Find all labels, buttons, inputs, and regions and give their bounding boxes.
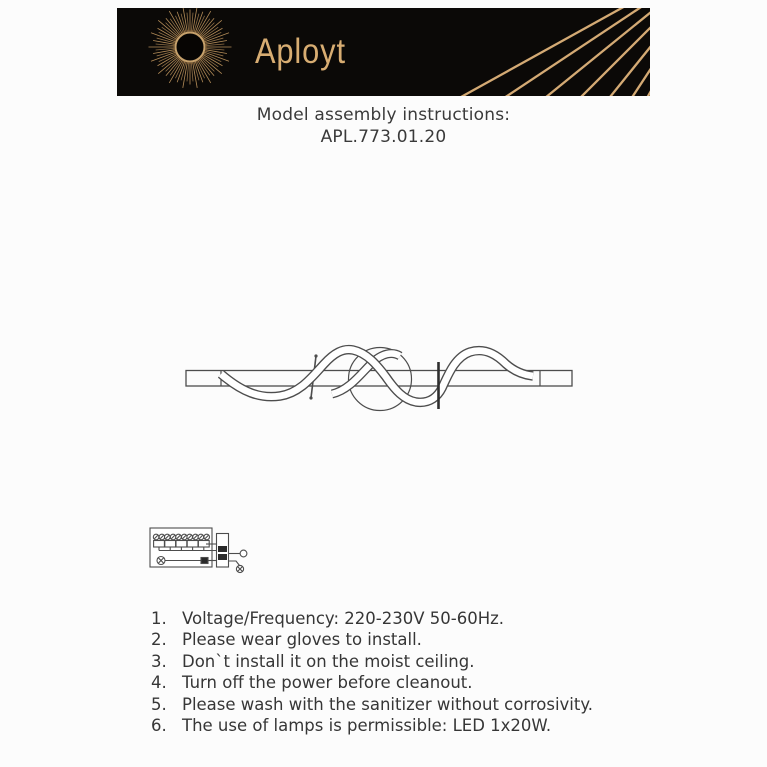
item-text: The use of lamps is permissible: LED 1x20W. xyxy=(182,716,552,736)
item-number: 3. xyxy=(151,651,167,671)
model-number: APL.773.01.20 xyxy=(320,127,447,147)
brand-name: Aployt xyxy=(255,32,346,71)
list-item xyxy=(151,608,671,629)
brand-banner xyxy=(117,8,650,96)
ceiling-lamp-diagram-icon xyxy=(150,332,610,437)
diagonal-rays-icon xyxy=(400,8,650,96)
item-number: 6. xyxy=(151,716,167,736)
list-item xyxy=(151,715,671,736)
item-number: 1. xyxy=(151,609,167,628)
title-line1: Model assembly instructions: xyxy=(256,105,511,125)
item-text: Voltage/Frequency: 220-230V 50-60Hz. xyxy=(182,609,505,628)
list-item xyxy=(151,672,671,693)
item-text: Please wear gloves to install. xyxy=(182,630,422,650)
item-text: Don`t install it on the moist ceiling. xyxy=(182,651,475,671)
sunburst-logo-icon xyxy=(142,8,238,95)
item-number: 5. xyxy=(151,694,167,714)
item-text: Please wash with the sanitizer without corrosivity. xyxy=(182,694,594,714)
list-item xyxy=(151,651,671,672)
instruction-list xyxy=(151,608,671,736)
list-item xyxy=(151,694,671,715)
wiring-diagram-icon xyxy=(145,520,260,580)
list-item xyxy=(151,629,671,650)
item-number: 4. xyxy=(151,673,167,693)
item-text: Turn off the power before cleanout. xyxy=(182,673,473,693)
page-title xyxy=(0,104,767,148)
item-number: 2. xyxy=(151,630,167,650)
